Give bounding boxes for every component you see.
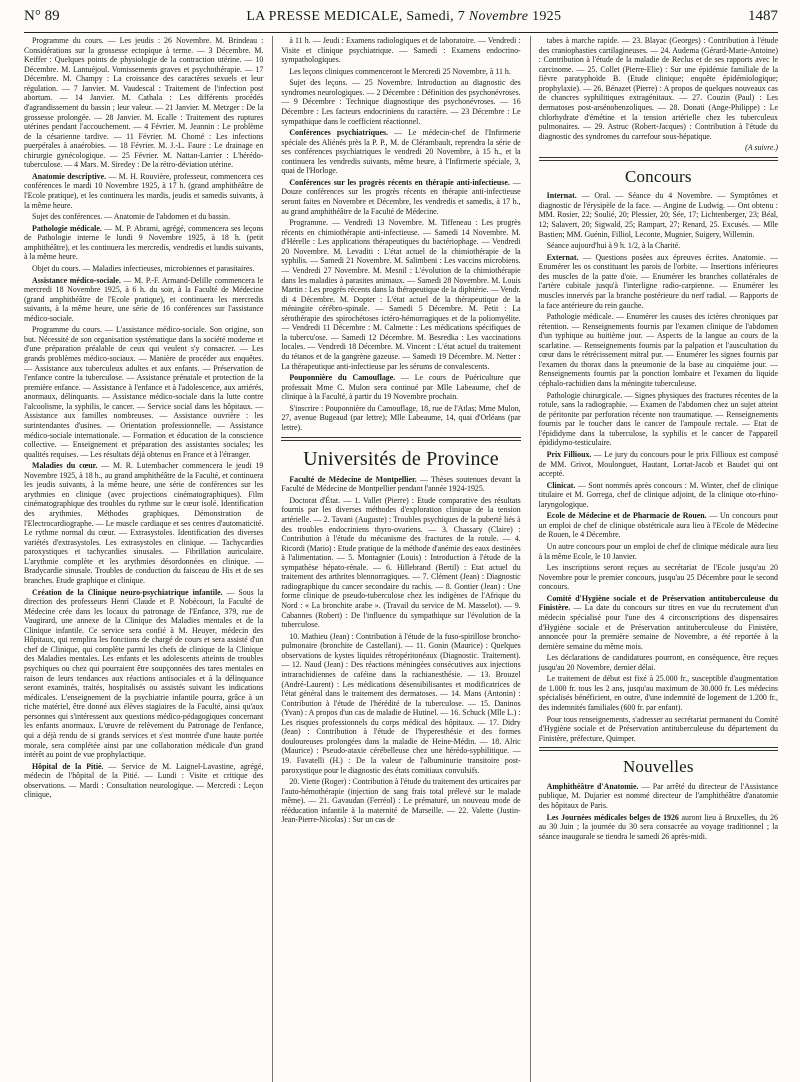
- paragraph: [539, 36, 778, 141]
- page-header: [24, 8, 778, 30]
- paragraph-text: — M. H. Rouvière, professeur, commencera ces conférences le mardi 10 Novembre 1925, à 17 h. (grand amphithéâtre de l'Ecole pratique), et les continuera les mardis, jeudis et samedis suivants, à la même heure.: [24, 171, 264, 210]
- issue-number: N° 89: [24, 8, 60, 24]
- paragraph-text: Sujet des leçons. — 25 Novembre. Introduction au diagnostic des syndromes neurologiques. — 2 Décembre : Définition des psychonévroses. — 9 Décembre : Technique diagnostique des psychonévroses. — 16 Décembre : Les facteurs endocriniens du caractère. — 23 Décembre : Le sympathique dans le coefficient réactionnel.: [281, 78, 521, 126]
- to-be-continued: (A suivre.): [745, 143, 778, 153]
- section-title-universites: Universités de Province: [303, 447, 499, 470]
- paragraph: [539, 253, 778, 310]
- paragraph-lead: Maladies du cœur.: [32, 461, 98, 471]
- paragraph-lead: Clinicat.: [546, 480, 576, 490]
- paragraph: [539, 391, 778, 448]
- paragraph: [281, 128, 520, 176]
- paragraph-text: — Oral. — Séance du 4 Novembre. — Symptômes et diagnostic de l'érysipèle de la face. — Angine de Ludwig. — Ont obtenu : MM. Rosier, 22; Soulié, 20; Plessier, 20; Sée, 17; Lichtenberger, 23; Béal, 12; Salavert, 20; Sigwald, 25; Rampart, 27; Renard, 25. Excusés. — Mlle Bastien; MM. Guénin, Filliol, Leconte, Mugnier, Suigery, Willemin.: [538, 191, 778, 239]
- masthead-month: Novembre: [468, 9, 529, 24]
- paragraph: [281, 36, 520, 65]
- paragraph: [539, 813, 778, 842]
- paragraph-text: Les leçons cliniques commenceront le Mercredi 25 Novembre, à 11 h.: [289, 66, 511, 76]
- paragraph-lead: Comité d'Hygiène sociale et de Préservation antituberculeuse du Finistère.: [538, 593, 778, 613]
- paragraph-text: tabes à marche rapide. — 23. Blayac (Georges) : Contribution à l'étude des craniophasties cartilagineuses. — 24. Audema (Gérard-Marie-Antoine) : Contribution à l'étude de la maladie de Reclus et de ses rapports avec le carcinome. — 25. Collet (Pierre-Elie) : Sur une épidémie familiale de la fièvre paratyphoïde B. (Etude clinique; enquête épidémiologique; prophylaxie). — 26. Bénazet (Pierre) : A propos de quelques nouveaux cas de chancres syphilitiques extragénitaux. — 27. Couzin (Paul) : Les dermatoses post-arsénobenzoliques. — 28. Donati (Ange-Philippe) : Le chlorhydrate d'émétine et la tension artérielle chez les tuberculeux pulmonaires. — 29. Astruc (Robert-Jacques) : Contribution à l'étude du diagnostic des syndromes du carrefour sous-hépatique.: [538, 36, 778, 141]
- paragraph: [539, 715, 778, 744]
- paragraph: [539, 782, 778, 811]
- universites-body: [281, 475, 520, 825]
- column-3: [530, 36, 778, 1082]
- paragraph-lead: Amphithéâtre d'Anatomie.: [546, 781, 639, 791]
- paragraph-text: Pathologie médicale. — Enumérer les causes des ictères chroniques par rétention. — Renseignements fournis par l'examen clinique de l'abdomen d'un typhique au huitième jour. — Aspects de la langue au cours de la scarlatine. — Renseignements fournis par la palpation et l'auscultation du cœur dans le rétrécissement mitral pur. — Enumérer les signes fournis par l'examen du thorax dans la pneumonie de la base au cinquième jour. — Renseignements fournis par la ponction lombaire et l'examen du liquide céphalo-rachidien dans la méningite tuberculeuse.: [538, 312, 778, 388]
- paragraph-lead: Anatomie descriptive.: [32, 171, 107, 181]
- column-2-body: [281, 36, 520, 433]
- paragraph-text: Les inscriptions seront reçues au secrétariat de l'Ecole jusqu'au 20 Novembre pour le premier concours, jusqu'au 25 Décembre pour le second concours.: [538, 563, 778, 592]
- paragraph-text: — M. R. Lutembacher commencera le jeudi 19 Novembre 1925, à 18 h., au grand amphithéâtre de la Faculté, et continuera les jeudis suivants, à la même heure, une série de conférences sur les arythmies en clinique (avec projections cinématographiques). Film cinématographique des troubles du rythme sur le cœur isolé. Identification des arythmies. Méthodes graphiques. Démonstration de l'Electrocardiographe. — Le muscle cardiaque et ses centres d'automaticité. Le rythme normal du cœur. — Extrasystoles. Identification des diverses variétés d'extrasystoles. Les extrasystoles en clinique. — Tachycardies paroxystiques et tachycardies sinusales. — Fibrillation auriculaire. L'arythmie complète et les arythmies désordonnées en clinique. — Bradycardie sinusale. Troubles de conduction du faisceau de His et de ses branches. Etude graphique et clinique.: [24, 461, 264, 585]
- section-divider: [539, 157, 778, 161]
- column-2: [272, 36, 520, 1082]
- paragraph-text: — La date du concours sur titres en vue du recrutement d'un médecin spécialisé pour l'une des 4 circonscriptions des dispensaires d'Hygiène sociale et de Préservation antituberculeuse du Finistère, annoncée pour la première semaine de Novembre, a été reportée à la dernière semaine du même mois.: [538, 603, 778, 651]
- paragraph-lead: Pouponnière du Camouflage.: [289, 373, 396, 383]
- paragraph: [281, 777, 520, 825]
- paragraph: [539, 241, 778, 251]
- paragraph: [24, 461, 263, 585]
- header-rule: [24, 32, 778, 33]
- paragraph-text: 20. Viette (Roger) : Contribution à l'étude du traitement des urticaires par l'auto-hémothérapie (injection de sang frais total prélevé sur le malade même). — 21. Gavaudan (Ferréol) : Le prématuré, un nouveau mode de rééducation infantile à la maternité de Marseille. — 22. Valette (Justin-Jean-Pierre-Nicolas) : Sur un cas de: [281, 777, 521, 825]
- paragraph-text: — Sont nommés après concours : M. Winter, chef de clinique titulaire et M. Gorrega, chef de clinique adjoint, de la clinique oto-rhino-laryngologique.: [538, 480, 778, 509]
- paragraph-text: auront lieu à Bruxelles, du 26 au 30 Juin ; la journée du 30 sera consacrée au voyage traditionnel ; la séance inaugurale se tiendra le samedi 26 après-midi.: [538, 812, 778, 841]
- paragraph: [24, 264, 263, 274]
- paragraph: [24, 276, 263, 324]
- paragraph-lead: Assistance médico-sociale.: [32, 275, 121, 285]
- paragraph-lead: Prix Fillioux.: [546, 449, 592, 459]
- paragraph: [539, 481, 778, 510]
- paragraph: [539, 312, 778, 389]
- paragraph-lead: Externat.: [546, 252, 579, 262]
- paragraph: [281, 632, 520, 775]
- paragraph-text: Le traitement de début est fixé à 25.000 fr., susceptible d'augmentation de 1.000 fr. tous les 2 ans, jusqu'au maximum de 30.000 fr. Les médecins spécialisés bénéficient, en outre, d'une indemnité de logement de 1.200 fr., des indemnités familiales (600 fr. par enfant).: [538, 674, 778, 712]
- column-1: [24, 36, 263, 1082]
- paragraph-text: 10. Mathieu (Jean) : Contribution à l'étude de la fuso-spirillose broncho-pulmonaire (bronchite de Castellani). — 11. Gonin (Maurice) : Quelques observations de kystes liquides rétropéritonéaux (Diagnostic. Traitement). — 12. Naud (Jean) : Des réactions méningées consécutives aux injections intrarachidiennes de caféine dans la rachianesthésie. — 13. Brouzel (André-Laurent) : Les médications désensibilisantes et modificatrices de l'état général dans le traitement des dermatoses. — 14. Mans (Antonin) : Contribution à l'étude de l'hérédité de la tuberculose. — 15. Daninos (Yvan) : A propos d'un cas de maladie de Hutinel. — 16. Schuck (Mlle L.) : Les risques professionnels du corps médical des hôpitaux. — 17. Didry (Jean) : Contribution à l'étude de l'hyperesthésie et des formes douloureuses prolongées dans la maladie de Heine-Médin. — 18. Alric (Maurice) : Pseudo-ataxie cérébelleuse chez une hérédo-syphilitique. — 19. Favatelli (H.) : De la valeur de l'albuminurie transitoire post-paroxystique pour le diagnostic des états comitiaux convulsifs.: [281, 631, 521, 775]
- paragraph-text: Doctorat d'État. — 1. Vallet (Pierre) : Etude comparative des résultats fournis par les diverses méthodes d'exploration clinique de la tension artérielle. — 2. Tavani (Auguste) : Troubles psychiques de la puberté liés à des troubles endocriniens thyro-ovariens. — 3. Chassary (Claire) : Contribution à l'étude du mécanisme des fractures de la rotule. — 4. Ricordi (Mario) : Etude pratique de la méthode d'anémie des eaux destinées à l'alimentation. — 5. Montagnier (Louis) : Introduction à l'étude de la sympathèse hépato-rénale. — 6. Hillebrand (Bertil) : Etat actuel du traitement des arthrites blennorragiques. — 7. Clément (Jean) : Diagnostic radiographique du cancer secondaire du rachis. — 8. Gontier (Jean) : Une forme clinique de pseudo-tuberculose chez les indigènes de l'Afrique du Nord : « La bronchite arabe ». (Travail du service de M. Masselot). — 9. Cabannes (Robert) : De l'influence du sympathique sur l'évolution de la tuberculose.: [281, 495, 521, 630]
- masthead-title: [246, 9, 561, 25]
- paragraph: [281, 475, 520, 494]
- paragraph: [539, 674, 778, 712]
- paragraph-text: Programme. — Vendredi 13 Novembre. M. Tiffeneau : Les progrès récents en chimiothérapie anti-infectieuse. — Samedi 14 Novembre. M. d'Hérelle : Les applications thérapeutiques du bactériophage. — Vendredi 20 Novembre. M. Levaditi : L'état actuel de la chimiothérapie de la syphilis. — Samedi 21 Novembre. M. Salimbeni : Les vaccins microbiens. — Vendredi 27 Novembre. M. Mesnil : L'évolution de la chimiothérapie dans les maladies à parasites animaux. — Samedi 28 Novembre. M. Louis Martin : Les progrès récents dans la thérapeutique de la diphtérie. — Vendr. di 4 Décembre. M. Dopter : L'état actuel de la thérapeutique de la méningite cérébro-spinale. — Samedi 5 Décembre. M. Petit : La sérothérapie des spirochétoses ictéro-hémorragiques et de la poliomyélite. — Vendredi 11 Décembre : M. Calmette : Les médications spécifiques de la tubercu'ose. — Samedi 12 Décembre. M. Besredka : Les vaccinations locales. — Vendredi 18 Décembre. M. Vincent : L'état actuel du traitement du tétanos et de la gangrène gazeuse. — Samedi 19 Décembre. M. Netter : La thérapeutique anti-infectieuse par les sérums de convalescents.: [281, 218, 521, 371]
- paragraph-lead: Conférences sur les progrès récents en thérapie anti-infectieuse.: [289, 177, 510, 187]
- paragraph: [24, 172, 263, 210]
- paragraph-lead: Faculté de Médecine de Montpellier.: [289, 474, 417, 484]
- section-title-nouvelles: Nouvelles: [622, 757, 694, 777]
- paragraph: [539, 450, 778, 479]
- paragraph: [281, 373, 520, 402]
- paragraph-text: — M. P.-F. Armand-Delille commencera le mercredi 18 Novembre 1925, à 6 h. du soir, à la Faculté de Médecine (grand amphithéâtre de l'Ecole pratique), et continuera les mercredis suivants, à la même heure, une série de 16 conférences sur l'assistance médico-sociale.: [24, 275, 264, 323]
- paragraph-text: — Le jury du concours pour le prix Fillioux est composé de MM. Grivot, Moulonguet, Hautant, Lortat-Jacob et Baudet qui ont accepté.: [538, 449, 778, 479]
- paragraph: [281, 178, 520, 216]
- page-number: 1487: [748, 8, 778, 24]
- paragraph-text: Objet du cours. — Maladies infectieuses, microbiennes et parasitaires.: [32, 263, 255, 273]
- section-divider: [281, 437, 520, 441]
- paragraph: [281, 496, 520, 630]
- paragraph-text: — Le cours de Puériculture que professait Mme C. Mulon sera continué par Mlle Labeaume, chef de clinique à la Faculté, à partir du 19 Novembre prochain.: [281, 373, 521, 402]
- masthead-year: 1925: [528, 9, 562, 24]
- columns: [24, 36, 778, 1082]
- paragraph-text: — Thèses soutenues devant la Faculté de Médecine de Montpellier pendant l'année 1924-1925.: [281, 474, 521, 494]
- paragraph-text: Pour tous renseignements, s'adresser au secrétariat permanent du Comité d'Hygiène sociale et de Préservation antituberculeuse du département du Finistère, préfecture, Quimper.: [538, 714, 778, 743]
- paragraph-lead: Internat.: [546, 191, 577, 201]
- paragraph: [281, 67, 520, 77]
- section-divider: [539, 747, 778, 751]
- paragraph: [281, 218, 520, 371]
- paragraph: [24, 224, 263, 262]
- paragraph-text: — Questions posées aux épreuves écrites. Anatomie. — Enumérer les os constituant les parois de l'orbite. — Insertions inférieures des muscles de la patte d'oie. — Enumérer les branches collatérales de l'artère cubitale jusqu'à l'interligne radio-carpienne. — Enumérer les muscles innervés par la branche postérieure du nerf radial. — Rapports de la face antérieure du rein gauche.: [538, 252, 778, 310]
- paragraph-text: — Douze conférences sur les progrès récents en thérapie anti-infectieuse seront faites en Novembre et Décembre, les vendredis et samedis, à 17 h., au grand amphithéâtre de la Faculté de Médecine.: [281, 177, 521, 216]
- paragraph-lead: Conférences psychiatriques.: [289, 128, 388, 138]
- paragraph-text: — Service de M. Laignel-Lavastine, agrégé, médecin de l'hôpital de la Pitié. — Lundi : Visite et critique des observations. — Mardi : Consultation neurologique. — Mercredi : Leçon clinique,: [24, 761, 264, 800]
- paragraph: [24, 325, 263, 459]
- paragraph-text: — Par arrêté du directeur de l'Assistance publique, M. Dujarier est nommé directeur de l'amphithéâtre d'anatomie des hôpitaux de Paris.: [538, 781, 778, 810]
- paragraph: [24, 762, 263, 800]
- masthead-main: LA PRESSE MEDICALE, Samedi, 7: [246, 9, 469, 24]
- paragraph-lead: Ecole de Médecine et de Pharmacie de Rouen.: [546, 511, 707, 521]
- paragraph: [24, 588, 263, 760]
- paragraph-text: Un autre concours pour un emploi de chef de clinique médicale aura lieu à la même Ecole, le 10 Janvier.: [538, 542, 778, 561]
- paragraph: [539, 191, 778, 239]
- nouvelles-body: [539, 782, 778, 841]
- paragraph: [539, 563, 778, 592]
- paragraph-lead: Création de la Clinique neuro-psychiatrique infantile.: [32, 587, 223, 597]
- paragraph-text: — Un concours pour un emploi de chef de clinique obstétricale aura lieu à l'Ecole de Médecine de Rouen, le 4 Décembre.: [538, 511, 778, 540]
- paragraph-text: S'inscrire : Pouponnière du Camouflage, 18, rue de l'Atlas; Mme Mulon, 27, avenue Bugeaud (par lettre); Mlle Labeaume, 14, quai d'Orléans (par lettre).: [281, 403, 521, 432]
- paragraph-text: Séance aujourd'hui à 9 h. 1/2, à la Charité.: [546, 241, 681, 251]
- paragraph-text: Pathologie chirurgicale. — Signes physiques des fractures récentes de la rotule, sans la radiographie. — Examen de l'abdomen chez un sujet atteint de péritonite par perforation récente non traumatique. — Renseignements fournis par le toucher dans le cancer de l'ampoule rectale. — Etat de l'épididyme dans la tuberculose, la syphilis et le cancer de l'appareil épididymo-testiculaire.: [538, 390, 778, 448]
- paragraph: [281, 404, 520, 433]
- paragraph-text: Programme du cours. — L'assistance médico-sociale. Son origine, son but. Nécessité de son organisation systématique dans la société moderne et d'une préparation préalable de ceux qui veulent s'y consacrer. — Les grands problèmes médico-sociaux. — Manière de procéder aux enquêtes. — Assistance aux tuberculeux adultes et aux enfants. — Préservation de l'enfance contre la tuberculose. — Assistance prénatale et protection de la première enfance. — Assistance à l'enfance et à l'adolescence, aux arriérés, anormaux, délinquants. — Assistance médico-sociale dans la lutte contre l'alcoolisme, la syphilis, le cancer. — Service social dans les hôpitaux. — Assistance aux familles nombreuses. — Assistance ouvrière : les surintendantes d'usines. — Orientation professionnelle. — Assistance médico-sociale internationale. — Formation et éducation de la conscience collective. — Enseignement et préparation des assistantes sociales; les qualités requises. — Les résultats déjà obtenus en France et à l'étranger.: [24, 325, 264, 459]
- paragraph: [539, 511, 778, 540]
- paragraph-lead: Pathologie médicale.: [32, 223, 102, 233]
- paragraph: [281, 78, 520, 126]
- paragraph: [539, 594, 778, 651]
- paragraph-text: Sujet des conférences. — Anatomie de l'abdomen et du bassin.: [32, 212, 230, 222]
- paragraph-lead: Hôpital de la Pitié.: [32, 761, 104, 771]
- section-title-concours: Concours: [624, 166, 692, 186]
- paragraph-text: — Le médecin-chef de l'Infirmerie spéciale des Aliénés près la P. P., M. de Clérambault, reprendra la série de ses conférences psychiatriques le vendredi 20 Novembre, à 15 h., et la continuera les vendredis suivants, même heure, à l'Infirmerie spéciale, 3, quai de l'Horloge.: [281, 128, 521, 176]
- paragraph-text: — M. P. Abrami, agrégé, commencera ses leçons de Pathologie interne le lundi 9 Novembre 1925, à 18 h. (petit amphithéâtre), et les continuera les mercredis, vendredis et lundis suivants, à la même heure.: [24, 223, 264, 262]
- paragraph: [24, 36, 263, 170]
- paragraph-lead: Les Journées médicales belges de 1926: [546, 812, 679, 822]
- paragraph-text: à 11 h. — Jeudi : Examens radiologiques et de laboratoire. — Vendredi : Visite et clinique psychiatrique. — Samedi : Examens endocrino-sympathologiques.: [281, 36, 521, 65]
- paragraph: [539, 653, 778, 672]
- concours-body: [539, 191, 778, 743]
- paragraph-text: Programme du cours. — Les jeudis : 26 Novembre. M. Brindeau : Considérations sur la grossesse ectopique à terme. — 3 Décembre. M. Keiffer : Quelques points de physiologie de la contraction utérine. — 10 Décembre. M. Lantuéjoul. Vomissements graves et psychothérapie. — 17 Décembre. M. Champy : La croissance des caractères sexuels et leur régulation. — 7 Janvier. M. Vaudescal : Traitement de l'infection post abortum. — 14 Janvier. M. Cathala : Les différents procédés d'agrandissement du bassin ; leur valeur. — 21 Janvier. M. Metzger : De la grossesse prolongée. — 28 Janvier. M. Ecalle : Traitement des ruptures utérines pendant l'accouchement. — 4 Février. M. Jeannin : Le problème de la césarienne tardive. — 11 Février. M. Chomé : Les infections puerpérales à anaérobies. — 18 Février. M. J.-L. Faure : Le drainage en chirurgie gynécologique. — 25 Février. M. Nattan-Larrier : L'hérédo-tuberculose. — 4 Mars. M. Siredey : De la rétro-déviation utérine.: [24, 36, 264, 170]
- paragraph: [539, 542, 778, 561]
- paragraph-text: — Sous la direction des professeurs Henri Claude et P. Nobécourt, la Faculté de Médecine crée dans les locaux du patronage de l'Enfance, 379, rue de Vaugirard, une annexe de la Clinique des Maladies mentales et de la Clinique infantile. Ce service sera confié à M. Heuyer, médecin des Hôpitaux, qui remplira les fonctions de chargé de cours et sera assisté d'un chef de Clinique, qui complète parmi les chefs de clinique de la Clinique des Maladies mentales. Les enfants et les adolescents atteints de troubles psychiques ou chez qui pourraient être soupçonnées des tares mentales en raison de leurs tendances aux réactions antisociales et à la délinquance seront examinés, traités, hospitalisés ou assistés suivant les indications médicales. L'enseignement de la psychiatrie infantile pourra, grâce à un riche matériel, être donné aux élèves stagiaires de la Faculté, ainsi qu'aux personnes qui s'intéressent aux questions médico-pédagogiques concernant les enfants anormaux. L'œuvre de relèvement du Patronage de l'enfance, qui a déjà rendu de si grands services et s'est montrée d'une haute portée morale, sera complétée ainsi par une collaboration médicale d'un grand intérêt au point de vue prophylactique.: [24, 587, 264, 760]
- column-3-continuation: [539, 36, 778, 141]
- paragraph-text: Les déclarations de candidatures pourront, en conséquence, être reçues jusqu'au 20 Novembre, dernier délai.: [538, 653, 778, 672]
- paragraph: [24, 212, 263, 222]
